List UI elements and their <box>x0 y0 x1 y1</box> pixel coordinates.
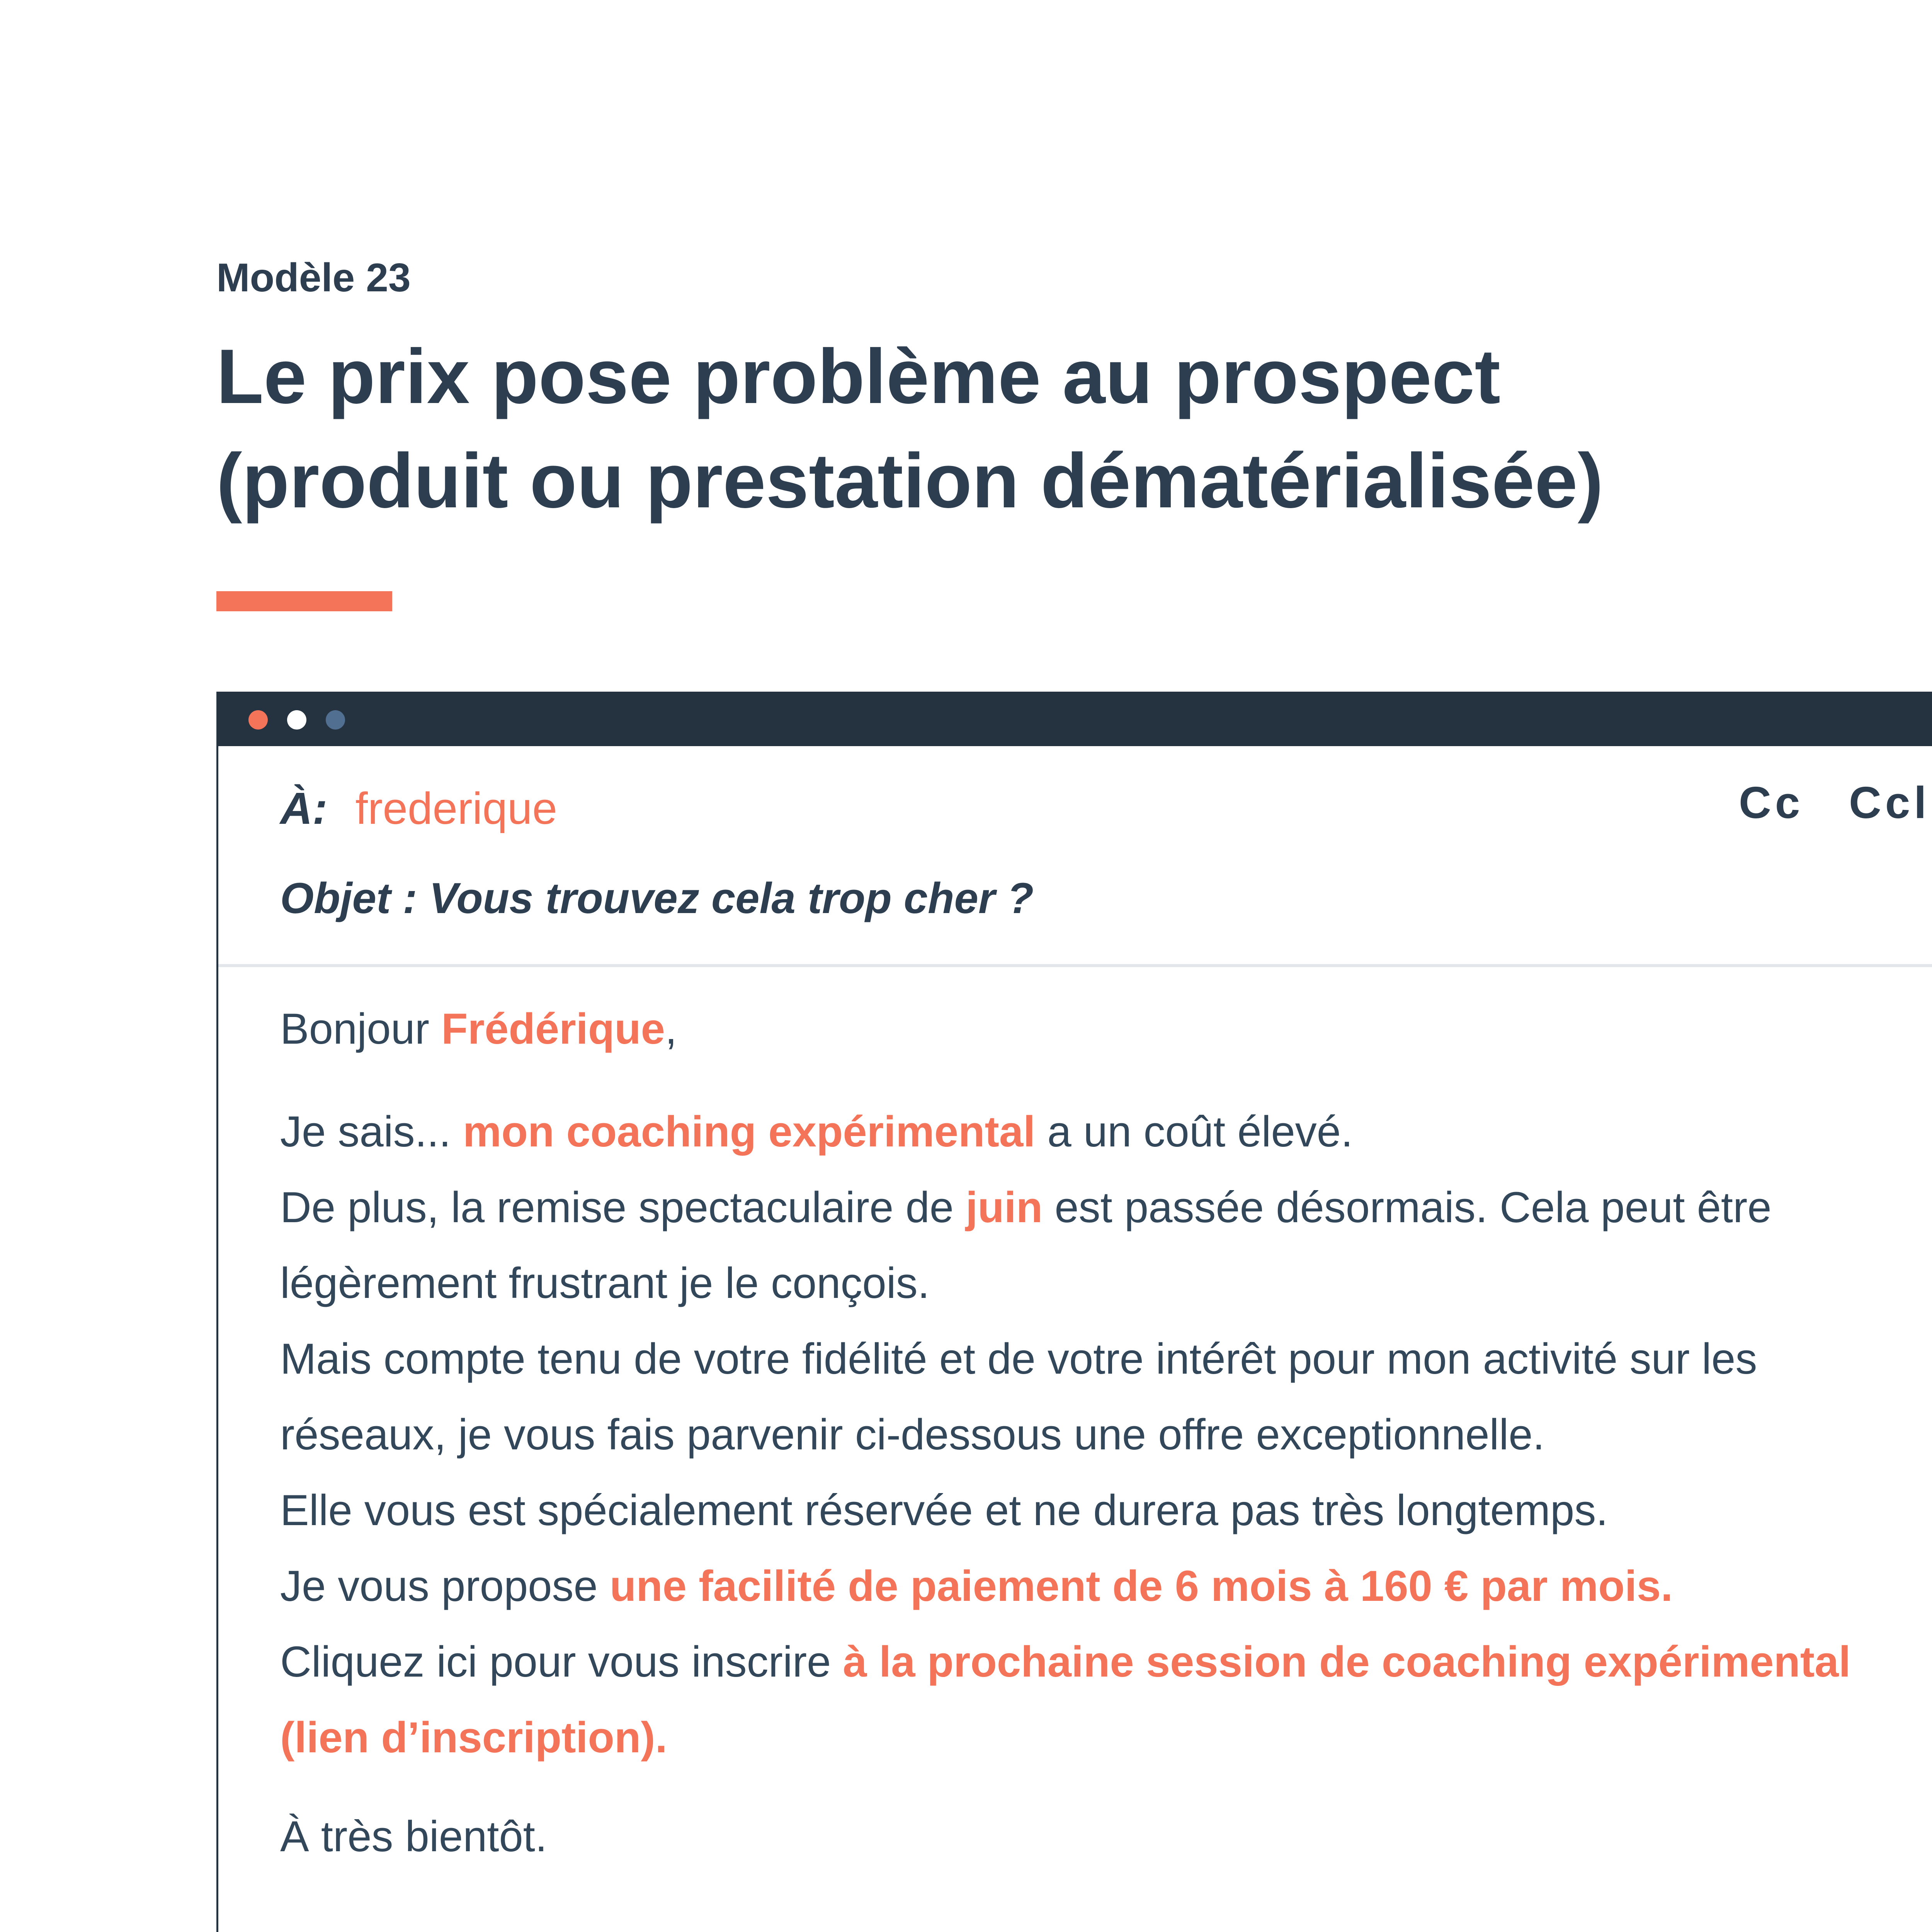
greeting-suffix: , <box>665 1005 677 1053</box>
recipient-row[interactable] <box>280 782 557 834</box>
subject-field[interactable]: Objet : Vous trouvez cela trop cher ? <box>280 874 1034 922</box>
registration-link[interactable]: à la prochaine session de coaching expérimental (lien d’inscription). <box>280 1638 1851 1762</box>
body-line-2 <box>280 1170 1903 1321</box>
header-divider <box>218 964 1932 967</box>
greeting-prefix: Bonjour <box>280 1005 442 1053</box>
payment-offer-highlight: une facilité de paiement de 6 mois à 160 € par mois. <box>609 1562 1673 1610</box>
to-label: À: <box>280 783 328 833</box>
body-line-6 <box>280 1624 1903 1776</box>
body-line-2-a: De plus, la remise spectaculaire de <box>280 1183 966 1231</box>
body-line-4: Elle vous est spécialement réservée et ne durera pas très longtemps. <box>280 1486 1608 1534</box>
body-line-1-a: Je sais... <box>280 1107 463 1156</box>
greeting-line <box>280 991 1903 1067</box>
email-body[interactable] <box>280 991 1903 1874</box>
page-title <box>216 325 1932 533</box>
window-title-bar <box>218 694 1932 746</box>
body-line-1 <box>280 1094 1903 1170</box>
window-minimize-dot[interactable] <box>287 710 306 730</box>
accent-bar <box>216 591 392 611</box>
greeting-name: Frédérique <box>441 1005 665 1053</box>
body-line-5 <box>280 1548 1903 1624</box>
body-line-2-c: est passée désormais. Cela peut être légèrement frustrant je le conçois. <box>280 1183 1772 1307</box>
body-line-1-c: a un coût élevé. <box>1035 1107 1353 1156</box>
window-maximize-dot[interactable] <box>326 710 345 730</box>
body-line-3: Mais compte tenu de votre fidélité et de votre intérêt pour mon activité sur les réseaux, je vous fais parvenir ci-dessous une offre exceptionnelle. <box>280 1335 1757 1459</box>
page-title-line-1: Le prix pose problème au prospect <box>216 333 1501 420</box>
bcc-button[interactable]: Ccl <box>1849 777 1930 828</box>
window-close-dot[interactable] <box>248 710 268 730</box>
page-title-line-2: (produit ou prestation dématérialisée) <box>216 438 1604 524</box>
email-window <box>216 692 1932 1932</box>
body-line-2-highlight: juin <box>966 1183 1043 1231</box>
body-line-6-a: Cliquez ici pour vous inscrire <box>280 1638 843 1686</box>
cc-button[interactable]: Cc <box>1739 777 1804 828</box>
closing-line: À très bientôt. <box>280 1812 548 1861</box>
model-label: Modèle 23 <box>216 255 411 300</box>
recipient-field[interactable]: frederique <box>355 783 557 833</box>
body-line-1-highlight: mon coaching expérimental <box>463 1107 1036 1156</box>
body-line-5-a: Je vous propose <box>280 1562 610 1610</box>
